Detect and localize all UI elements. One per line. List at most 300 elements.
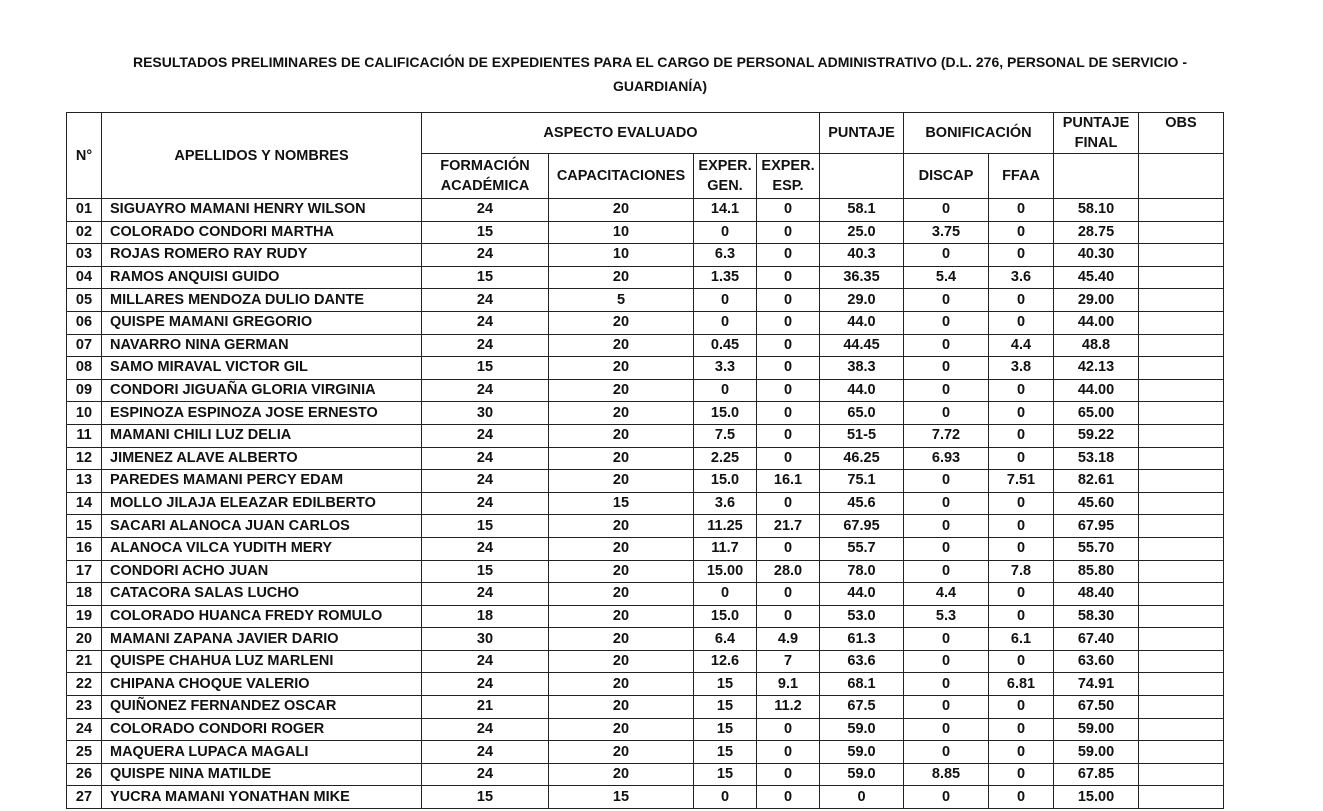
cell-capacitaciones: 20 [549, 266, 694, 289]
cell-capacitaciones: 20 [549, 696, 694, 719]
cell-puntaje: 67.5 [820, 696, 904, 719]
table-row [67, 650, 1224, 673]
col-header-ffaa: FFAA [989, 154, 1054, 199]
table-row [67, 696, 1224, 719]
cell-ffaa: 0 [989, 402, 1054, 425]
cell-capacitaciones: 20 [549, 605, 694, 628]
cell-puntaje: 44.45 [820, 334, 904, 357]
cell-discap: 0 [904, 379, 989, 402]
cell-exper-esp: 0 [757, 741, 820, 764]
cell-name: MOLLO JILAJA ELEAZAR EDILBERTO [102, 492, 422, 515]
cell-exper-gen: 0.45 [694, 334, 757, 357]
cell-formacion: 15 [422, 221, 549, 244]
cell-num: 17 [67, 560, 102, 583]
cell-exper-esp: 0 [757, 786, 820, 809]
cell-puntaje-final: 59.00 [1054, 718, 1139, 741]
cell-name: MAQUERA LUPACA MAGALI [102, 741, 422, 764]
cell-formacion: 24 [422, 583, 549, 606]
cell-exper-gen: 0 [694, 311, 757, 334]
table-row [67, 786, 1224, 809]
cell-puntaje: 78.0 [820, 560, 904, 583]
cell-formacion: 15 [422, 560, 549, 583]
cell-num: 04 [67, 266, 102, 289]
table-row [67, 515, 1224, 538]
cell-exper-gen: 6.4 [694, 628, 757, 651]
cell-obs [1139, 786, 1224, 809]
cell-puntaje: 58.1 [820, 199, 904, 222]
cell-puntaje-final: 65.00 [1054, 402, 1139, 425]
table-row [67, 628, 1224, 651]
cell-puntaje-final: 44.00 [1054, 311, 1139, 334]
cell-exper-gen: 11.25 [694, 515, 757, 538]
cell-discap: 0 [904, 470, 989, 493]
col-header-obs: OBS [1139, 113, 1224, 154]
cell-ffaa: 0 [989, 786, 1054, 809]
cell-formacion: 24 [422, 379, 549, 402]
cell-discap: 0 [904, 244, 989, 267]
cell-num: 14 [67, 492, 102, 515]
cell-puntaje-final: 29.00 [1054, 289, 1139, 312]
cell-name: CONDORI ACHO JUAN [102, 560, 422, 583]
cell-capacitaciones: 20 [549, 357, 694, 380]
cell-obs [1139, 763, 1224, 786]
cell-obs [1139, 583, 1224, 606]
cell-obs [1139, 718, 1224, 741]
cell-ffaa: 0 [989, 515, 1054, 538]
results-table [66, 112, 1224, 809]
cell-capacitaciones: 10 [549, 244, 694, 267]
cell-num: 22 [67, 673, 102, 696]
cell-discap: 0 [904, 199, 989, 222]
cell-puntaje-final: 53.18 [1054, 447, 1139, 470]
cell-ffaa: 0 [989, 311, 1054, 334]
cell-puntaje-final: 40.30 [1054, 244, 1139, 267]
cell-exper-gen: 6.3 [694, 244, 757, 267]
cell-discap: 0 [904, 537, 989, 560]
cell-ffaa: 0 [989, 424, 1054, 447]
cell-capacitaciones: 20 [549, 741, 694, 764]
cell-puntaje: 53.0 [820, 605, 904, 628]
cell-formacion: 15 [422, 357, 549, 380]
table-row [67, 311, 1224, 334]
cell-exper-gen: 15.0 [694, 470, 757, 493]
cell-obs [1139, 650, 1224, 673]
cell-exper-esp: 0 [757, 221, 820, 244]
cell-obs [1139, 696, 1224, 719]
cell-discap: 0 [904, 492, 989, 515]
cell-discap: 0 [904, 696, 989, 719]
cell-obs [1139, 560, 1224, 583]
cell-exper-gen: 7.5 [694, 424, 757, 447]
cell-name: MILLARES MENDOZA DULIO DANTE [102, 289, 422, 312]
cell-num: 11 [67, 424, 102, 447]
cell-num: 12 [67, 447, 102, 470]
cell-puntaje: 61.3 [820, 628, 904, 651]
cell-name: ESPINOZA ESPINOZA JOSE ERNESTO [102, 402, 422, 425]
cell-formacion: 15 [422, 266, 549, 289]
cell-obs [1139, 221, 1224, 244]
table-row [67, 560, 1224, 583]
cell-puntaje: 29.0 [820, 289, 904, 312]
cell-discap: 5.3 [904, 605, 989, 628]
cell-puntaje-final: 85.80 [1054, 560, 1139, 583]
cell-formacion: 24 [422, 741, 549, 764]
cell-exper-esp: 16.1 [757, 470, 820, 493]
cell-name: YUCRA MAMANI YONATHAN MIKE [102, 786, 422, 809]
cell-capacitaciones: 15 [549, 492, 694, 515]
cell-exper-esp: 0 [757, 447, 820, 470]
cell-obs [1139, 673, 1224, 696]
cell-capacitaciones: 20 [549, 311, 694, 334]
cell-num: 27 [67, 786, 102, 809]
table-row [67, 266, 1224, 289]
cell-ffaa: 0 [989, 583, 1054, 606]
cell-capacitaciones: 20 [549, 424, 694, 447]
cell-exper-gen: 15 [694, 741, 757, 764]
cell-puntaje: 46.25 [820, 447, 904, 470]
cell-formacion: 24 [422, 492, 549, 515]
cell-puntaje-final: 45.60 [1054, 492, 1139, 515]
cell-exper-esp: 21.7 [757, 515, 820, 538]
cell-exper-esp: 7 [757, 650, 820, 673]
cell-ffaa: 0 [989, 537, 1054, 560]
cell-ffaa: 0 [989, 650, 1054, 673]
cell-puntaje-final: 67.50 [1054, 696, 1139, 719]
cell-puntaje: 0 [820, 786, 904, 809]
cell-capacitaciones: 20 [549, 537, 694, 560]
cell-capacitaciones: 20 [549, 673, 694, 696]
cell-capacitaciones: 20 [549, 583, 694, 606]
cell-exper-gen: 15 [694, 673, 757, 696]
cell-name: ROJAS ROMERO RAY RUDY [102, 244, 422, 267]
cell-puntaje-final: 48.40 [1054, 583, 1139, 606]
cell-puntaje: 40.3 [820, 244, 904, 267]
cell-discap: 8.85 [904, 763, 989, 786]
cell-capacitaciones: 20 [549, 763, 694, 786]
cell-discap: 4.4 [904, 583, 989, 606]
cell-puntaje-final: 58.30 [1054, 605, 1139, 628]
col-header-obs-sub [1139, 154, 1224, 199]
cell-name: PAREDES MAMANI PERCY EDAM [102, 470, 422, 493]
cell-exper-esp: 0 [757, 357, 820, 380]
cell-ffaa: 4.4 [989, 334, 1054, 357]
cell-obs [1139, 605, 1224, 628]
cell-exper-esp: 0 [757, 199, 820, 222]
cell-puntaje-final: 63.60 [1054, 650, 1139, 673]
cell-num: 23 [67, 696, 102, 719]
cell-puntaje-final: 45.40 [1054, 266, 1139, 289]
cell-discap: 0 [904, 334, 989, 357]
cell-ffaa: 0 [989, 718, 1054, 741]
cell-exper-gen: 15.0 [694, 402, 757, 425]
cell-num: 26 [67, 763, 102, 786]
cell-name: SAMO MIRAVAL VICTOR GIL [102, 357, 422, 380]
cell-puntaje: 36.35 [820, 266, 904, 289]
cell-exper-gen: 0 [694, 221, 757, 244]
cell-discap: 0 [904, 515, 989, 538]
col-header-puntaje-final: PUNTAJE FINAL [1054, 113, 1139, 154]
cell-discap: 3.75 [904, 221, 989, 244]
cell-num: 06 [67, 311, 102, 334]
cell-exper-esp: 0 [757, 334, 820, 357]
cell-ffaa: 0 [989, 447, 1054, 470]
cell-ffaa: 0 [989, 379, 1054, 402]
cell-exper-esp: 0 [757, 244, 820, 267]
cell-ffaa: 0 [989, 221, 1054, 244]
cell-name: MAMANI ZAPANA JAVIER DARIO [102, 628, 422, 651]
cell-puntaje: 67.95 [820, 515, 904, 538]
cell-exper-esp: 0 [757, 424, 820, 447]
cell-discap: 0 [904, 628, 989, 651]
cell-puntaje-final: 82.61 [1054, 470, 1139, 493]
col-header-puntaje-sub [820, 154, 904, 199]
cell-num: 09 [67, 379, 102, 402]
cell-puntaje: 68.1 [820, 673, 904, 696]
cell-puntaje-final: 67.85 [1054, 763, 1139, 786]
table-body [67, 199, 1224, 809]
cell-formacion: 24 [422, 289, 549, 312]
cell-discap: 0 [904, 311, 989, 334]
cell-num: 25 [67, 741, 102, 764]
cell-num: 10 [67, 402, 102, 425]
table-row [67, 492, 1224, 515]
cell-puntaje: 45.6 [820, 492, 904, 515]
cell-ffaa: 6.1 [989, 628, 1054, 651]
cell-puntaje: 59.0 [820, 741, 904, 764]
cell-formacion: 24 [422, 673, 549, 696]
cell-exper-esp: 0 [757, 763, 820, 786]
table-row [67, 379, 1224, 402]
cell-ffaa: 7.8 [989, 560, 1054, 583]
table-row [67, 357, 1224, 380]
document-title [60, 50, 1260, 98]
cell-name: QUISPE MAMANI GREGORIO [102, 311, 422, 334]
cell-puntaje: 44.0 [820, 311, 904, 334]
cell-name: RAMOS ANQUISI GUIDO [102, 266, 422, 289]
cell-name: QUISPE CHAHUA LUZ MARLENI [102, 650, 422, 673]
cell-exper-gen: 0 [694, 583, 757, 606]
cell-exper-esp: 0 [757, 583, 820, 606]
cell-ffaa: 7.51 [989, 470, 1054, 493]
table-row [67, 583, 1224, 606]
cell-puntaje-final: 55.70 [1054, 537, 1139, 560]
cell-exper-gen: 0 [694, 786, 757, 809]
cell-formacion: 15 [422, 786, 549, 809]
col-header-capacitaciones: CAPACITACIONES [549, 154, 694, 199]
cell-capacitaciones: 20 [549, 650, 694, 673]
cell-obs [1139, 379, 1224, 402]
cell-exper-esp: 0 [757, 718, 820, 741]
cell-name: QUIÑONEZ FERNANDEZ OSCAR [102, 696, 422, 719]
cell-obs [1139, 289, 1224, 312]
cell-puntaje: 65.0 [820, 402, 904, 425]
cell-discap: 6.93 [904, 447, 989, 470]
col-header-num: N° [67, 113, 102, 199]
cell-obs [1139, 492, 1224, 515]
cell-obs [1139, 447, 1224, 470]
cell-formacion: 24 [422, 718, 549, 741]
cell-num: 16 [67, 537, 102, 560]
table-row [67, 673, 1224, 696]
cell-puntaje: 38.3 [820, 357, 904, 380]
cell-puntaje-final: 74.91 [1054, 673, 1139, 696]
cell-exper-gen: 15 [694, 696, 757, 719]
cell-num: 19 [67, 605, 102, 628]
cell-puntaje-final: 67.40 [1054, 628, 1139, 651]
cell-puntaje: 44.0 [820, 379, 904, 402]
col-header-name: APELLIDOS Y NOMBRES [102, 113, 422, 199]
cell-obs [1139, 628, 1224, 651]
col-header-aspecto: ASPECTO EVALUADO [422, 113, 820, 154]
cell-ffaa: 0 [989, 763, 1054, 786]
table-row [67, 763, 1224, 786]
cell-obs [1139, 357, 1224, 380]
cell-num: 02 [67, 221, 102, 244]
cell-name: MAMANI CHILI LUZ DELIA [102, 424, 422, 447]
cell-obs [1139, 244, 1224, 267]
cell-puntaje: 63.6 [820, 650, 904, 673]
cell-ffaa: 0 [989, 199, 1054, 222]
title-line-1: RESULTADOS PRELIMINARES DE CALIFICACIÓN DE EXPEDIENTES PARA EL CARGO DE PERSONAL ADMINISTRATIVO (D.L. 276, PERSONAL DE SERVICIO - [132, 54, 1187, 70]
cell-formacion: 18 [422, 605, 549, 628]
cell-exper-gen: 15 [694, 763, 757, 786]
cell-exper-esp: 9.1 [757, 673, 820, 696]
cell-obs [1139, 311, 1224, 334]
cell-capacitaciones: 20 [549, 334, 694, 357]
cell-capacitaciones: 20 [549, 402, 694, 425]
cell-ffaa: 3.8 [989, 357, 1054, 380]
cell-formacion: 24 [422, 447, 549, 470]
cell-name: COLORADO HUANCA FREDY ROMULO [102, 605, 422, 628]
cell-ffaa: 0 [989, 605, 1054, 628]
table-row [67, 470, 1224, 493]
cell-formacion: 24 [422, 334, 549, 357]
cell-num: 08 [67, 357, 102, 380]
cell-formacion: 24 [422, 650, 549, 673]
table-row [67, 244, 1224, 267]
cell-discap: 0 [904, 357, 989, 380]
cell-num: 07 [67, 334, 102, 357]
cell-capacitaciones: 15 [549, 786, 694, 809]
cell-num: 15 [67, 515, 102, 538]
cell-capacitaciones: 20 [549, 470, 694, 493]
table-row [67, 605, 1224, 628]
cell-obs [1139, 402, 1224, 425]
cell-exper-gen: 3.3 [694, 357, 757, 380]
cell-exper-esp: 0 [757, 266, 820, 289]
cell-num: 13 [67, 470, 102, 493]
cell-ffaa: 3.6 [989, 266, 1054, 289]
table-row [67, 741, 1224, 764]
cell-num: 24 [67, 718, 102, 741]
col-header-puntaje: PUNTAJE [820, 113, 904, 154]
cell-discap: 5.4 [904, 266, 989, 289]
cell-puntaje: 51-5 [820, 424, 904, 447]
cell-name: JIMENEZ ALAVE ALBERTO [102, 447, 422, 470]
cell-name: CONDORI JIGUAÑA GLORIA VIRGINIA [102, 379, 422, 402]
cell-obs [1139, 515, 1224, 538]
cell-discap: 0 [904, 289, 989, 312]
cell-discap: 7.72 [904, 424, 989, 447]
table-row [67, 334, 1224, 357]
cell-formacion: 24 [422, 537, 549, 560]
table-row [67, 537, 1224, 560]
cell-exper-gen: 11.7 [694, 537, 757, 560]
cell-formacion: 24 [422, 244, 549, 267]
cell-name: NAVARRO NINA GERMAN [102, 334, 422, 357]
cell-ffaa: 0 [989, 289, 1054, 312]
cell-name: ALANOCA VILCA YUDITH MERY [102, 537, 422, 560]
cell-puntaje-final: 42.13 [1054, 357, 1139, 380]
table-row [67, 402, 1224, 425]
cell-puntaje-final: 59.00 [1054, 741, 1139, 764]
cell-formacion: 30 [422, 628, 549, 651]
cell-discap: 0 [904, 560, 989, 583]
cell-puntaje-final: 58.10 [1054, 199, 1139, 222]
cell-formacion: 24 [422, 763, 549, 786]
cell-puntaje-final: 48.8 [1054, 334, 1139, 357]
col-header-bonificacion: BONIFICACIÓN [904, 113, 1054, 154]
cell-discap: 0 [904, 786, 989, 809]
cell-num: 03 [67, 244, 102, 267]
col-header-exper-esp: EXPER. ESP. [757, 154, 820, 199]
title-line-2: GUARDIANÍA) [612, 78, 708, 94]
cell-num: 20 [67, 628, 102, 651]
cell-exper-esp: 0 [757, 379, 820, 402]
cell-puntaje: 59.0 [820, 718, 904, 741]
col-header-exper-gen: EXPER. GEN. [694, 154, 757, 199]
cell-capacitaciones: 10 [549, 221, 694, 244]
cell-exper-gen: 0 [694, 379, 757, 402]
cell-capacitaciones: 20 [549, 628, 694, 651]
table-row [67, 718, 1224, 741]
cell-capacitaciones: 20 [549, 199, 694, 222]
cell-ffaa: 0 [989, 741, 1054, 764]
cell-exper-gen: 15.00 [694, 560, 757, 583]
cell-ffaa: 0 [989, 492, 1054, 515]
cell-exper-esp: 4.9 [757, 628, 820, 651]
cell-discap: 0 [904, 402, 989, 425]
cell-exper-esp: 0 [757, 605, 820, 628]
cell-name: CHIPANA CHOQUE VALERIO [102, 673, 422, 696]
cell-obs [1139, 470, 1224, 493]
table-row [67, 221, 1224, 244]
cell-capacitaciones: 20 [549, 379, 694, 402]
cell-obs [1139, 741, 1224, 764]
table-row [67, 424, 1224, 447]
cell-ffaa: 0 [989, 696, 1054, 719]
cell-obs [1139, 424, 1224, 447]
cell-puntaje-final: 59.22 [1054, 424, 1139, 447]
cell-exper-esp: 0 [757, 289, 820, 312]
cell-puntaje: 75.1 [820, 470, 904, 493]
cell-obs [1139, 537, 1224, 560]
cell-capacitaciones: 20 [549, 560, 694, 583]
cell-exper-gen: 14.1 [694, 199, 757, 222]
cell-name: COLORADO CONDORI MARTHA [102, 221, 422, 244]
cell-name: SIGUAYRO MAMANI HENRY WILSON [102, 199, 422, 222]
cell-formacion: 24 [422, 311, 549, 334]
cell-puntaje: 25.0 [820, 221, 904, 244]
cell-exper-gen: 12.6 [694, 650, 757, 673]
cell-exper-esp: 0 [757, 402, 820, 425]
cell-exper-gen: 1.35 [694, 266, 757, 289]
cell-formacion: 30 [422, 402, 549, 425]
cell-formacion: 15 [422, 515, 549, 538]
table-row [67, 289, 1224, 312]
cell-capacitaciones: 20 [549, 447, 694, 470]
table-row [67, 199, 1224, 222]
